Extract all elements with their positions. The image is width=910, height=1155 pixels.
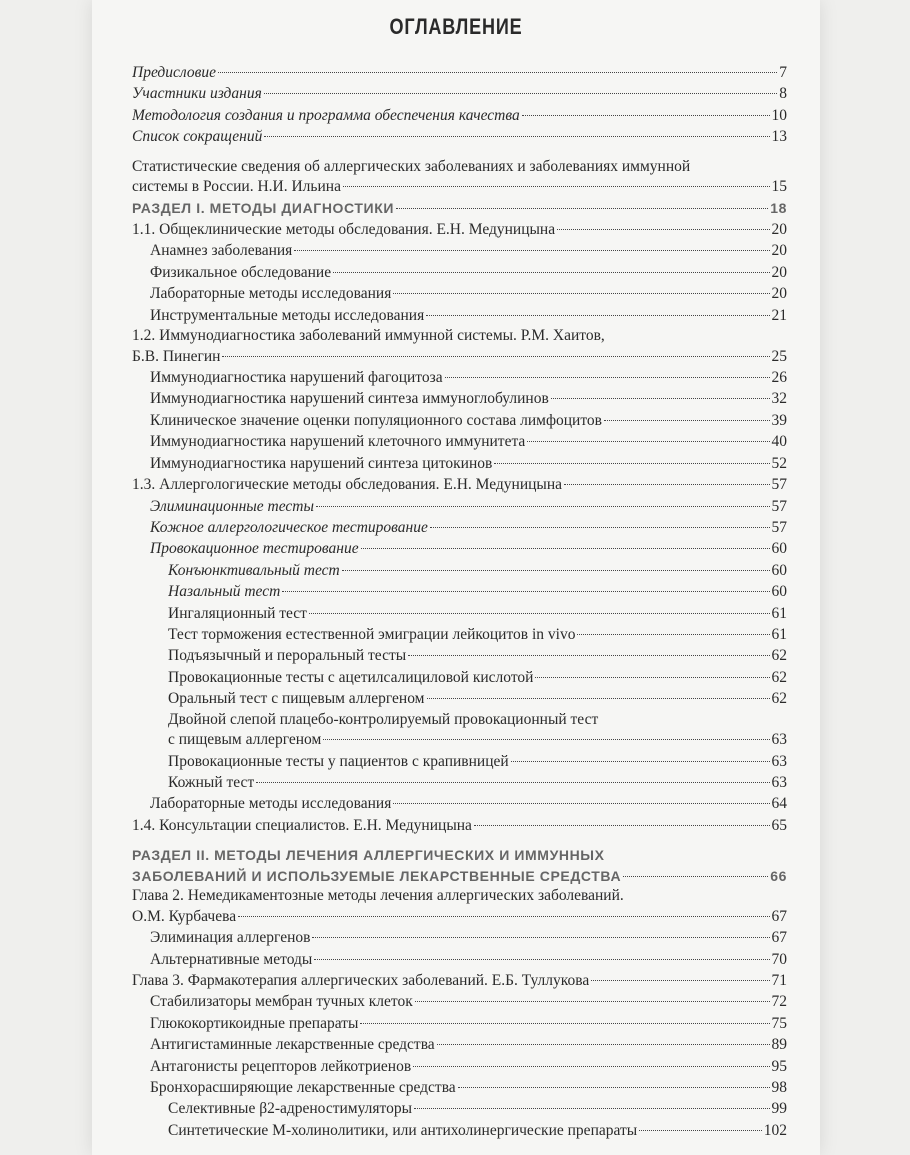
toc-entry-text: Стабилизаторы мембран тучных клеток [150,993,413,1011]
dot-leader [343,186,770,187]
toc-entry [132,751,787,772]
toc-page-number: 25 [771,347,787,365]
toc-entry-text: Инструментальные методы исследования [150,306,425,324]
toc-entry-text: Бронхорасширяющие лекарственные средства [150,1079,456,1097]
toc-entry [132,688,787,709]
toc-entry-text: Иммунодиагностика нарушений синтеза иммуноглобулинов [150,390,549,408]
toc-entry-text: Селективные β2-адреностимуляторы [168,1100,412,1118]
dot-leader [396,208,768,209]
toc-entry [132,603,787,624]
toc-entry [132,1034,787,1055]
toc-page-number: 98 [771,1079,787,1097]
toc-entry-text: Антигистаминные лекарственные средства [150,1036,435,1054]
toc-entry-text: РАЗДЕЛ II. МЕТОДЫ ЛЕЧЕНИЯ АЛЛЕРГИЧЕСКИХ И ИММУННЫХ [132,847,605,864]
dot-leader [413,1066,769,1067]
toc-page-number: 66 [770,867,787,884]
toc-entry-text: Глава 2. Немедикаментозные методы лечения аллергических заболеваний. [132,887,624,905]
toc-entry-text: Статистические сведения об аллергических заболеваниях и заболеваниях иммунной [132,157,691,175]
toc-entry [132,453,787,474]
toc-page-number: 62 [771,668,787,686]
dot-leader [408,655,769,656]
toc-entry [132,305,787,326]
dot-leader [430,527,770,528]
toc-page-number: 60 [771,583,787,601]
toc-entry-text: Элиминация аллергенов [150,929,311,947]
toc-page-number: 99 [771,1100,787,1118]
toc-entry [132,645,787,666]
dot-leader [427,698,770,699]
toc-entry [132,710,787,751]
dot-leader [256,782,769,783]
dot-leader [294,250,769,251]
toc-page-number: 61 [771,625,787,643]
toc-entry [132,388,787,409]
toc-page-number: 62 [771,647,787,665]
toc-entry-text: Иммунодиагностика нарушений синтеза цитокинов [150,454,493,472]
toc-page-number: 57 [771,497,787,515]
toc-page-number: 21 [771,306,787,324]
toc-page-number: 20 [771,242,787,260]
toc-page-number: 61 [771,604,787,622]
dot-leader [527,441,769,442]
toc-entry-text: О.М. Курбачева [132,907,237,925]
toc-entry [132,886,787,927]
toc-entry [132,1098,787,1119]
dot-leader [415,1001,770,1002]
dot-leader [360,1023,769,1024]
dot-leader [342,570,770,571]
dot-leader [458,1087,770,1088]
toc-entry-text: Альтернативные методы [150,950,313,968]
toc-entry-text: Конъюнктивальный тест [168,561,340,579]
dot-leader [494,463,769,464]
toc-page-number: 89 [771,1036,787,1054]
toc-entry [132,970,787,991]
dot-leader [314,959,769,960]
toc-entry [132,667,787,688]
toc-entry-text: Тест торможения естественной эмиграции лейкоцитов in vivo [168,625,576,643]
toc-page-number: 7 [779,64,787,81]
toc-entry-text: Участники издания [132,85,262,103]
toc-entry-text: Провокационные тесты у пациентов с крапивницей [168,752,509,770]
toc-entry-text: Подъязычный и пероральный тесты [168,647,407,665]
dot-leader [591,980,769,981]
toc-entry [132,517,787,538]
dot-leader [282,591,769,592]
toc-entry [132,581,787,602]
toc-entry-text: Б.В. Пинегин [132,347,221,365]
dot-leader [577,634,769,635]
toc-page-number: 32 [771,390,787,408]
dot-leader [393,293,769,294]
toc-entry-text: Предисловие [132,64,216,81]
toc-page-number: 57 [771,518,787,536]
dot-leader [474,825,770,826]
toc-entry-text: Лабораторные методы исследования [150,285,392,303]
toc-entry-text: Анамнез заболевания [150,242,293,260]
toc-page-number: 20 [771,221,787,239]
toc-page-number: 57 [771,476,787,494]
toc-entry [132,126,787,147]
toc-entry-text: Лабораторные методы исследования [150,795,392,813]
table-of-contents [132,62,787,1141]
toc-entry [132,157,787,198]
toc-entry-text: Клиническое значение оценки популяционного состава лимфоцитов [150,411,602,429]
toc-page-number: 71 [771,972,787,989]
toc-page-number: 52 [771,454,787,472]
toc-entry [132,1056,787,1077]
toc-entry [132,240,787,261]
toc-entry [132,1077,787,1098]
toc-entry-text: Кожный тест [168,773,255,791]
toc-entry [132,496,787,517]
dot-leader [312,937,769,938]
dot-leader [437,1044,770,1045]
toc-entry-text: Провокационные тесты с ацетилсалициловой кислотой [168,668,534,686]
toc-entry [132,624,787,645]
dot-leader [522,115,770,116]
toc-entry [132,262,787,283]
dot-leader [557,229,769,230]
toc-page-number: 63 [771,731,787,749]
dot-leader [264,136,769,137]
dot-leader [445,377,770,378]
toc-page-number: 18 [770,199,787,216]
toc-page-number: 72 [771,993,787,1011]
dot-leader [551,398,770,399]
toc-page-number: 67 [771,929,787,947]
toc-entry-text: Иммунодиагностика нарушений клеточного иммунитета [150,433,526,451]
toc-entry-text: Оральный тест с пищевым аллергеном [168,690,425,708]
dot-leader [426,315,769,316]
toc-page-number: 20 [771,263,787,281]
toc-page-number: 15 [771,178,787,196]
toc-entry-text: системы в России. Н.И. Ильина [132,178,341,196]
document-page [92,0,820,1155]
toc-entry [132,105,787,126]
toc-entry [132,1120,787,1141]
toc-entry-text: Антагонисты рецепторов лейкотриенов [150,1057,412,1075]
toc-page-number: 8 [779,85,787,103]
toc-entry [132,283,787,304]
toc-entry-text: 1.4. Консультации специалистов. Е.Н. Медуницына [132,816,472,834]
toc-entry-text: ЗАБОЛЕВАНИЙ И ИСПОЛЬЗУЕМЫЕ ЛЕКАРСТВЕННЫЕ СРЕДСТВА [132,867,622,884]
toc-entry [132,538,787,559]
dot-leader [309,613,770,614]
toc-page-number: 10 [771,106,787,124]
dot-leader [535,677,769,678]
dot-leader [238,916,769,917]
toc-page-number: 20 [771,285,787,303]
toc-entry-text: Иммунодиагностика нарушений фагоцитоза [150,369,443,387]
toc-page-number: 63 [771,773,787,791]
toc-entry-text: Кожное аллергологическое тестирование [150,518,428,536]
toc-entry [132,560,787,581]
toc-page-number: 60 [771,540,787,558]
toc-entry-text: РАЗДЕЛ I. МЕТОДЫ ДИАГНОСТИКИ [132,199,395,216]
dot-leader [316,506,770,507]
dot-leader [222,356,769,357]
toc-page-number: 62 [771,690,787,708]
toc-page-number: 13 [771,128,787,146]
dot-leader [604,420,770,421]
toc-page-number: 102 [763,1121,787,1139]
toc-page-number: 26 [771,369,787,387]
toc-entry-text: Физикальное обследование [150,263,332,281]
toc-entry-text: Назальный тест [168,583,281,601]
toc-page-number: 63 [771,752,787,770]
toc-entry [132,62,787,83]
toc-entry [132,845,787,886]
dot-leader [361,548,770,549]
toc-entry-text: Двойной слепой плацебо-контролируемый провокационный тест [168,710,599,728]
dot-leader [511,761,770,762]
toc-page-number: 39 [771,411,787,429]
toc-entry [132,949,787,970]
toc-page-number: 70 [771,950,787,968]
toc-entry-text: Элиминационные тесты [150,497,314,515]
toc-page-number: 40 [771,433,787,451]
toc-entry [132,991,787,1012]
toc-entry-text: Список сокращений [132,128,263,146]
toc-entry-text: 1.1. Общеклинические методы обследования. Е.Н. Медуницына [132,221,556,239]
dot-leader [393,803,769,804]
toc-entry [132,815,787,836]
toc-entry-text: Ингаляционный тест [168,604,307,622]
toc-entry [132,431,787,452]
toc-entry [132,793,787,814]
toc-entry [132,410,787,431]
toc-page-number: 67 [771,907,787,925]
toc-entry-text: Глюкокортикоидные препараты [150,1014,359,1032]
toc-page-number: 75 [771,1014,787,1032]
dot-leader [564,484,769,485]
toc-entry-text: Провокационное тестирование [150,540,359,558]
dot-leader [218,72,777,73]
dot-leader [414,1108,770,1109]
toc-entry [132,772,787,793]
toc-entry-text: Синтетические М-холинолитики, или антихолинергические препараты [168,1121,638,1139]
dot-leader [264,93,777,94]
dot-leader [639,1130,762,1131]
toc-entry [132,927,787,948]
toc-entry-text: с пищевым аллергеном [168,731,322,749]
toc-page-number: 60 [771,561,787,579]
toc-entry [132,198,787,219]
toc-entry [132,326,787,367]
toc-entry [132,474,787,495]
toc-entry [132,1013,787,1034]
toc-entry-text: Глава 3. Фармакотерапия аллергических заболеваний. Е.Б. Туллукова [132,972,590,989]
toc-entry-text: 1.3. Аллергологические методы обследования. Е.Н. Медуницына [132,476,563,494]
toc-page-number: 95 [771,1057,787,1075]
toc-page-number: 64 [771,795,787,813]
toc-page-number: 65 [771,816,787,834]
toc-entry [132,367,787,388]
toc-entry [132,219,787,240]
toc-entry-text: Методология создания и программа обеспечения качества [132,106,520,124]
page-title: ОГЛАВЛЕНИЕ [389,14,523,39]
toc-entry [132,83,787,104]
dot-leader [323,739,769,740]
dot-leader [333,272,769,273]
dot-leader [623,876,768,877]
toc-entry-text: 1.2. Иммунодиагностика заболеваний иммунной системы. Р.М. Хаитов, [132,327,605,345]
